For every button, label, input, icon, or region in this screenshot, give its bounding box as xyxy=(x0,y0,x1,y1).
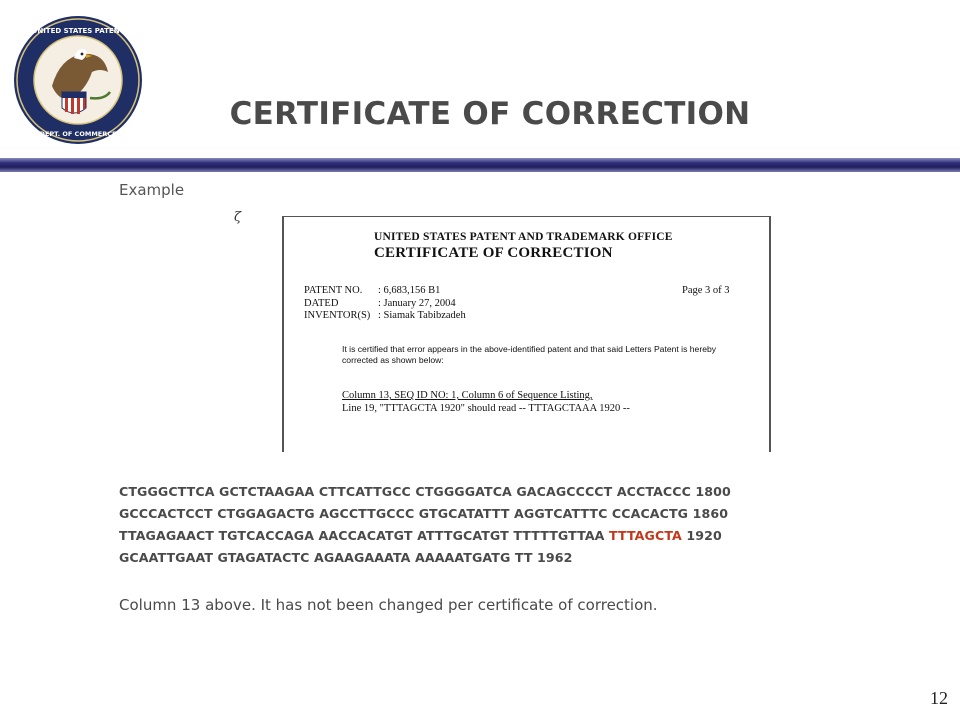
svg-text:UNITED STATES PATENT: UNITED STATES PATENT xyxy=(31,27,125,35)
page-title: CERTIFICATE OF CORRECTION xyxy=(229,96,751,132)
certificate-page-number: Page 3 of 3 xyxy=(682,285,730,296)
field-label: DATED xyxy=(304,297,339,309)
field-row-inventor xyxy=(304,310,466,323)
field-row-dated xyxy=(304,298,466,311)
sequence-line-1860: GCCCACTCCT CTGGAGACTG AGCCTTGCCC GTGCATATTT AGGTCATTTC CCACACTG 1860 xyxy=(119,506,729,521)
certificate-column-reference: Column 13, SEQ ID NO: 1, Column 6 of Sequence Listing, xyxy=(342,390,593,401)
sequence-line-1962: GCAATTGAAT GTAGATACTC AGAAGAAATA AAAAATGATG TT 1962 xyxy=(119,550,573,565)
sequence-line-1800: CTGGGCTTCA GCTCTAAGAA CTTCATTGCC CTGGGGATCA GACAGCCCCT ACCTACCC 1800 xyxy=(119,484,731,499)
certificate-heading: CERTIFICATE OF CORRECTION xyxy=(374,245,613,261)
sequence-listing xyxy=(119,481,731,569)
svg-text:DEPT. OF COMMERCE: DEPT. OF COMMERCE xyxy=(39,130,117,138)
field-value: : January 27, 2004 xyxy=(378,297,456,309)
document-mark: ζ xyxy=(234,210,242,225)
certificate-office: UNITED STATES PATENT AND TRADEMARK OFFICE xyxy=(374,231,673,243)
field-label: INVENTOR(S) xyxy=(304,310,371,321)
certificate-image xyxy=(282,216,771,452)
field-value: : Siamak Tabibzadeh xyxy=(378,310,466,321)
certificate-statement: It is certified that error appears in the above-identified patent and that said Letters Patent is hereby corrected as shown below: xyxy=(342,344,717,365)
field-label: PATENT NO. xyxy=(304,285,363,296)
sequence-segment: TTAGAGAACT TGTCACCAGA AACCACATGT ATTTGCATGT TTTTTGTTAA xyxy=(119,528,610,543)
sequence-highlight: TTTAGCTA xyxy=(609,528,682,543)
certificate-correction-line: Line 19, "TTTAGCTA 1920" should read -- TTTAGCTAAA 1920 -- xyxy=(342,403,630,414)
sequence-line-1920 xyxy=(119,525,731,547)
slide-page-number: 12 xyxy=(930,688,948,708)
certificate-fields xyxy=(304,285,466,323)
example-label: Example xyxy=(119,181,185,199)
explanation-note: Column 13 above. It has not been changed per certificate of correction. xyxy=(119,596,658,614)
sequence-position: 1920 xyxy=(681,528,722,543)
title-divider-bar xyxy=(0,158,960,172)
field-row-patent-no xyxy=(304,285,466,298)
field-value: : 6,683,156 B1 xyxy=(378,285,441,296)
